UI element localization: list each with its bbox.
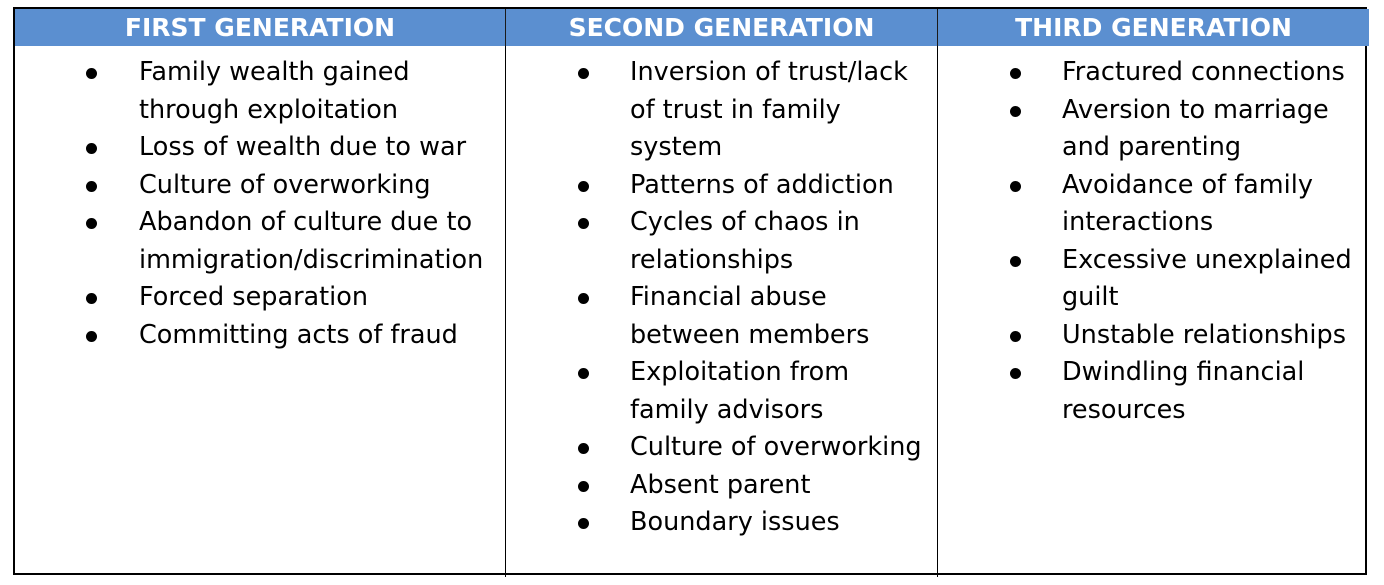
list-item-text: Committing acts of fraud [139, 319, 458, 350]
first-generation-column [15, 46, 505, 577]
third-generation-list [938, 54, 1369, 429]
bullet-icon [578, 68, 589, 79]
list-item [938, 354, 1369, 429]
list-item [938, 242, 1369, 317]
list-item [938, 92, 1369, 167]
list-item-text: Abandon of culture due to immigration/discrimination [139, 207, 484, 275]
bullet-icon [578, 181, 589, 192]
list-item [15, 54, 505, 129]
list-item-text: Family wealth gained through exploitation [139, 57, 410, 125]
bullet-icon [1010, 106, 1021, 117]
list-item [15, 167, 505, 205]
list-item [506, 429, 937, 467]
list-item [938, 167, 1369, 242]
list-item [506, 354, 937, 429]
list-item-text: Inversion of trust/lack of trust in family system [630, 57, 908, 162]
column-header-first-generation: FIRST GENERATION [15, 9, 505, 46]
list-item [506, 467, 937, 505]
bullet-icon [86, 218, 97, 229]
list-item [938, 54, 1369, 92]
list-item-text: Fractured connections [1062, 57, 1345, 87]
bullet-icon [86, 143, 97, 154]
list-item [506, 54, 937, 167]
list-item-text: Unstable relationships [1062, 319, 1346, 350]
bullet-icon [578, 518, 589, 529]
list-item [506, 504, 937, 542]
bullet-icon [578, 481, 589, 492]
list-item-text: Loss of wealth due to war [139, 132, 467, 162]
list-item-text: Financial abuse between members [630, 282, 870, 350]
list-item [15, 129, 505, 167]
third-generation-column [937, 46, 1369, 577]
list-item-text: Culture of overworking [630, 432, 922, 462]
list-item-text: Patterns of addiction [630, 169, 894, 200]
second-generation-list [506, 54, 937, 542]
list-item-text: Avoidance of family interactions [1062, 169, 1313, 237]
list-item [506, 279, 937, 354]
list-item-text: Forced separation [139, 282, 369, 312]
column-header-second-generation: SECOND GENERATION [505, 9, 937, 46]
bullet-icon [1010, 331, 1021, 342]
list-item [15, 317, 505, 355]
list-item [506, 204, 937, 279]
bullet-icon [86, 68, 97, 79]
list-item-text: Absent parent [630, 469, 811, 500]
column-header-third-generation: THIRD GENERATION [937, 9, 1369, 46]
list-item-text: Aversion to marriage and parenting [1062, 94, 1329, 162]
bullet-icon [578, 443, 589, 454]
bullet-icon [1010, 368, 1021, 379]
list-item-text: Dwindling financial resources [1062, 357, 1305, 425]
list-item-text: Excessive unexplained guilt [1062, 244, 1352, 312]
list-item-text: Boundary issues [630, 507, 840, 537]
second-generation-column [505, 46, 937, 577]
bullet-icon [86, 181, 97, 192]
list-item [938, 317, 1369, 355]
bullet-icon [1010, 68, 1021, 79]
first-generation-list [15, 54, 505, 354]
bullet-icon [1010, 256, 1021, 267]
list-item-text: Exploitation from family advisors [630, 357, 850, 425]
bullet-icon [578, 293, 589, 304]
list-item-text: Culture of overworking [139, 169, 431, 200]
bullet-icon [578, 368, 589, 379]
list-item [15, 279, 505, 317]
bullet-icon [86, 331, 97, 342]
generations-table [13, 7, 1367, 575]
bullet-icon [578, 218, 589, 229]
list-item [506, 167, 937, 205]
list-item-text: Cycles of chaos in relationships [630, 207, 860, 275]
bullet-icon [86, 293, 97, 304]
list-item [15, 204, 505, 279]
bullet-icon [1010, 181, 1021, 192]
